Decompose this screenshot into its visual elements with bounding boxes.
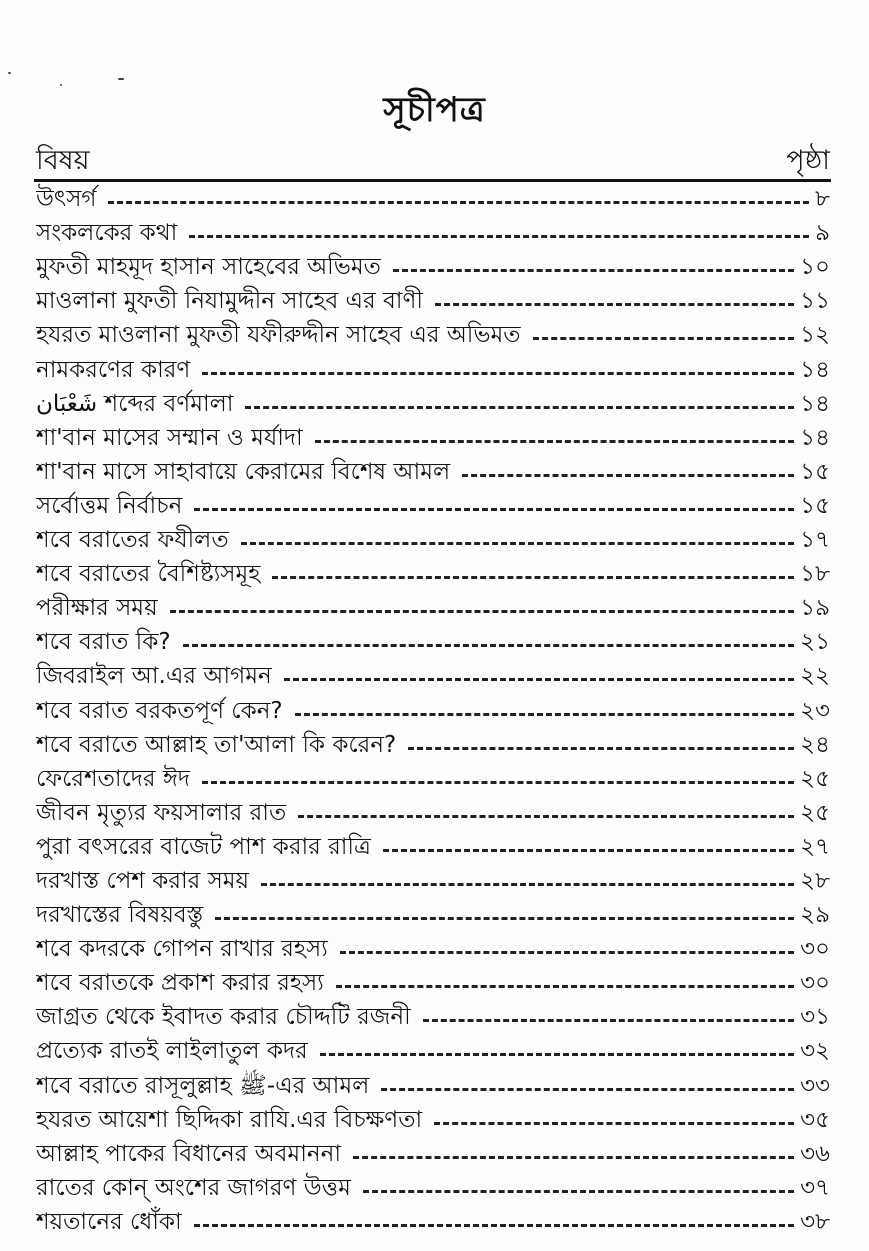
toc-entry — [36, 1102, 830, 1136]
scan-speck — [8, 72, 11, 74]
toc-entry-title: শবে বরাতে আল্লাহ তা'আলা কি করেন? — [36, 731, 397, 758]
toc-entry-page: ১৫ — [800, 492, 830, 519]
dotted-leader — [202, 781, 794, 784]
toc-entry — [36, 829, 830, 863]
toc-entry-page: ১০ — [800, 254, 830, 281]
dotted-leader — [170, 610, 795, 613]
toc-entry — [36, 931, 830, 965]
toc-entry — [36, 488, 830, 522]
toc-entry-page: ৩৬ — [800, 1140, 830, 1167]
toc-entry — [36, 317, 830, 351]
toc-entry — [36, 692, 830, 726]
toc-entry-title: শয়তানের ধোঁকা — [36, 1208, 182, 1235]
toc-entry-title: হযরত মাওলানা মুফতী যফীরুদ্দীন সাহেব এর অভিমত — [36, 322, 521, 349]
toc-entry — [36, 658, 830, 692]
dotted-leader — [315, 440, 795, 443]
dotted-leader — [435, 303, 794, 306]
toc-entry — [36, 1033, 830, 1067]
toc-entry-page: ৩০ — [800, 936, 830, 963]
toc-entry — [36, 795, 830, 829]
toc-entry-page: ২৫ — [800, 799, 830, 826]
dotted-leader — [408, 747, 794, 750]
toc-entry — [36, 522, 830, 556]
dotted-leader — [261, 883, 794, 886]
toc-entry-page: ২৪ — [800, 731, 830, 758]
dotted-leader — [215, 917, 794, 920]
toc-entry — [36, 249, 830, 283]
toc-entry-page: ১৯ — [800, 595, 830, 622]
scan-speck — [118, 78, 124, 80]
dotted-leader — [353, 1156, 794, 1159]
dotted-leader — [381, 1088, 794, 1091]
toc-entry-title: পুরা বৎসরের বাজেট পাশ করার রাত্রি — [36, 833, 371, 860]
toc-entry-page: ১৪ — [800, 424, 830, 451]
page-title: সূচীপত্র — [383, 90, 486, 130]
dotted-leader — [462, 474, 794, 477]
toc-entry — [36, 1204, 830, 1238]
toc-entry-title: জিবরাইল আ.এর আগমন — [36, 663, 272, 690]
toc-entry-page: ৩৫ — [800, 1106, 830, 1133]
toc-entry-page: ৩৩ — [800, 1072, 830, 1099]
dotted-leader — [183, 644, 795, 647]
dotted-leader — [108, 201, 809, 204]
table-of-contents — [36, 181, 830, 1238]
toc-entry — [36, 999, 830, 1033]
toc-entry-page: ৩২ — [800, 1038, 830, 1065]
toc-entry-title: দরখাস্তের বিষয়বস্তু — [36, 902, 204, 929]
subject-column-label: বিষয় — [36, 145, 90, 176]
toc-entry-title: মুফতী মাহমূদ হাসান সাহেবের অভিমত — [36, 254, 381, 281]
dotted-leader — [320, 1053, 794, 1056]
toc-entry-title: হযরত আয়েশা ছিদ্দিকা রাযি.এর বিচক্ষণতা — [36, 1106, 423, 1133]
toc-entry-title: উৎসর্গ — [36, 186, 97, 213]
toc-entry-title: শবে বরাতে রাসূলুল্লাহ ﷺ-এর আমল — [36, 1072, 370, 1099]
toc-entry-page: ১৮ — [800, 561, 830, 588]
toc-entry-title: সংকলকের কথা — [36, 220, 178, 247]
toc-entry-page: ১২ — [800, 322, 830, 349]
toc-entry-page: ৮ — [815, 186, 830, 213]
toc-entry — [36, 1136, 830, 1170]
toc-entry-title: শবে বরাতের বৈশিষ্ট্যসমূহ — [36, 561, 261, 588]
toc-entry-title: জীবন মৃত্যুর ফয়সালার রাত — [36, 799, 287, 826]
toc-entry-title: শা'বান মাসের সম্মান ও মর্যাদা — [36, 424, 303, 451]
dotted-leader — [298, 815, 794, 818]
toc-entry-page: ১৭ — [800, 527, 830, 554]
toc-entry — [36, 181, 830, 215]
toc-entry — [36, 283, 830, 317]
toc-entry-page: ২৩ — [800, 697, 830, 724]
toc-entry — [36, 590, 830, 624]
toc-entry-title: শবে বরাত কি? — [36, 629, 171, 656]
toc-entry-page: ২৫ — [800, 765, 830, 792]
toc-entry — [36, 420, 830, 454]
toc-entry-title: জাগ্রত থেকে ইবাদত করার চৌদ্দটি রজনী — [36, 1004, 411, 1031]
toc-entry-title: আল্লাহ পাকের বিধানের অবমাননা — [36, 1140, 341, 1167]
toc-header — [36, 140, 830, 176]
toc-entry-title: নামকরণের কারণ — [36, 356, 191, 383]
dotted-leader — [423, 1019, 794, 1022]
dotted-leader — [245, 406, 794, 409]
toc-entry-title: প্রত্যেক রাতই লাইলাতুল কদর — [36, 1038, 308, 1065]
dotted-leader — [194, 1224, 794, 1227]
page-column-label: পৃষ্ঠা — [786, 145, 830, 176]
toc-entry-title: ফেরেশতাদের ঈদ — [36, 765, 190, 792]
toc-entry-title: রাতের কোন্ অংশের জাগরণ উত্তম — [36, 1174, 351, 1201]
toc-entry — [36, 556, 830, 590]
toc-entry — [36, 215, 830, 249]
dotted-leader — [295, 713, 794, 716]
toc-entry — [36, 386, 830, 420]
toc-entry — [36, 351, 830, 385]
toc-entry — [36, 1170, 830, 1204]
toc-entry — [36, 624, 830, 658]
toc-entry — [36, 897, 830, 931]
toc-entry-title: পরীক্ষার সময় — [36, 595, 158, 622]
toc-entry-page: ৩৮ — [800, 1208, 830, 1235]
toc-entry-page: ২১ — [800, 629, 830, 656]
dotted-leader — [284, 678, 794, 681]
toc-entry-title: দরখাস্ত পেশ করার সময় — [36, 867, 250, 894]
toc-entry-page: ১৪ — [800, 390, 830, 417]
toc-entry-title: মাওলানা মুফতী নিযামুদ্দীন সাহেব এর বাণী — [36, 288, 423, 315]
toc-entry-title: শবে বরাত বরকতপূর্ণ কেন? — [36, 697, 283, 724]
toc-entry — [36, 761, 830, 795]
dotted-leader — [393, 269, 794, 272]
dotted-leader — [189, 235, 809, 238]
toc-entry-page: ৯ — [815, 220, 830, 247]
toc-entry-page: ২২ — [800, 663, 830, 690]
toc-entry-page: ২৭ — [800, 833, 830, 860]
toc-entry — [36, 727, 830, 761]
dotted-leader — [336, 985, 794, 988]
dotted-leader — [533, 337, 795, 340]
toc-entry-title: শবে বরাতের ফযীলত — [36, 527, 229, 554]
toc-entry-page: ৩৭ — [800, 1174, 830, 1201]
dotted-leader — [194, 508, 794, 511]
toc-entry-page: ২৮ — [800, 867, 830, 894]
toc-entry-page: ১১ — [800, 288, 830, 315]
dotted-leader — [340, 951, 794, 954]
toc-entry — [36, 965, 830, 999]
dotted-leader — [363, 1190, 794, 1193]
toc-entry-title: شَعْبَان শব্দের বর্ণমালা — [36, 390, 234, 417]
toc-entry-page: ১৪ — [800, 356, 830, 383]
dotted-leader — [272, 576, 794, 579]
toc-entry — [36, 1067, 830, 1101]
toc-entry-title: শবে বরাতকে প্রকাশ করার রহস্য — [36, 970, 324, 997]
toc-entry-page: ১৫ — [800, 458, 830, 485]
dotted-leader — [383, 849, 794, 852]
dotted-leader — [434, 1122, 794, 1125]
toc-entry-page: ৩১ — [800, 1004, 830, 1031]
toc-entry-title: শা'বান মাসে সাহাবায়ে কেরামের বিশেষ আমল — [36, 458, 451, 485]
toc-entry-title: শবে কদরকে গোপন রাখার রহস্য — [36, 936, 328, 963]
toc-entry-page: ৩০ — [800, 970, 830, 997]
toc-entry-page: ২৯ — [800, 902, 830, 929]
toc-entry — [36, 454, 830, 488]
dotted-leader — [241, 542, 795, 545]
dotted-leader — [202, 372, 794, 375]
toc-entry-title: সর্বোত্তম নির্বাচন — [36, 492, 183, 519]
toc-entry — [36, 863, 830, 897]
